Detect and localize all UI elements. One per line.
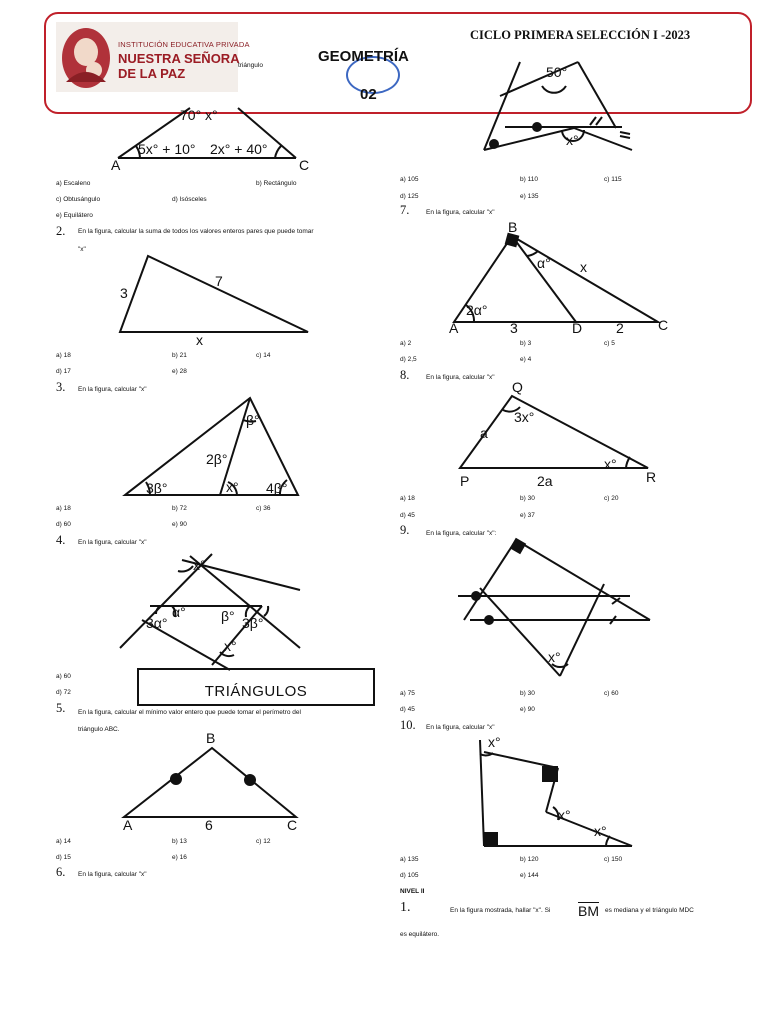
q8-number: 8. [400,368,410,382]
q7-label-C: C [658,317,669,333]
q7-option-e: e) 4 [520,356,532,363]
q9-dot-2 [484,615,494,625]
q1-label-left: 5x° + 10° [138,141,196,157]
q2-option-e: e) 28 [172,368,187,375]
q6-number: 6. [56,865,66,879]
q3-label-4beta: 4β° [266,480,288,496]
q10-right-angle-2 [484,832,498,846]
q8-label-a: a [480,425,488,441]
q7-number: 7. [400,203,410,217]
logo-school-name-2: DE LA PAZ [118,66,186,81]
q2-text-line2: "x" [78,246,86,253]
q8-option-a: a) 18 [400,495,415,502]
q9-option-b: b) 30 [520,690,535,697]
q1-option-e: e) Equilátero [56,212,93,219]
q2-label-7: 7 [215,273,223,289]
q10-right-angle-1 [542,766,558,782]
q3-option-d: d) 60 [56,521,71,528]
q8-label-P: P [460,473,470,489]
q4-text: En la figura, calcular "x" [78,539,147,546]
q7-text: En la figura, calcular "x" [426,209,495,216]
q4-label-x-bottom: x° [224,638,237,654]
q6-option-e: e) 135 [520,193,539,200]
q6-option-a: a) 105 [400,176,419,183]
q8-option-c: c) 20 [604,495,619,502]
q2-option-d: d) 17 [56,368,71,375]
q7-option-b: b) 3 [520,340,532,347]
q2-option-a: a) 18 [56,352,71,359]
q8-label-x: x° [604,456,617,472]
q4-option-a: a) 60 [56,673,71,680]
q10-option-d: d) 105 [400,872,419,879]
q5-label-B: B [206,730,216,746]
q5-option-a: a) 14 [56,838,71,845]
q7-option-c: c) 5 [604,340,615,347]
q5-option-e: e) 16 [172,854,187,861]
q7-label-A: A [449,320,459,336]
logo-school-name-1: NUESTRA SEÑORA [118,51,240,66]
q8-label-2a: 2a [537,473,553,489]
q9-label-x: x° [548,649,561,665]
q10-label-x-bottom: x° [594,823,607,839]
q10-option-b: b) 120 [520,856,539,863]
q10-option-c: c) 150 [604,856,623,863]
q5-option-b: b) 13 [172,838,187,845]
q8-option-b: b) 30 [520,495,535,502]
q8-label-Q: Q [512,379,523,395]
q10-figure [480,740,632,846]
q8-option-d: d) 45 [400,512,415,519]
q1-label-top: 70° x° [180,107,218,123]
q9-dot-1 [471,591,481,601]
q3-label-2beta: 2β° [206,451,228,467]
q4-label-alpha: α° [172,604,186,620]
q6-option-d: d) 125 [400,193,419,200]
q2-option-b: b) 21 [172,352,187,359]
q9-option-a: a) 75 [400,690,415,697]
q9-option-c: c) 60 [604,690,619,697]
cut-text: triángulo [238,62,263,69]
q3-option-e: e) 90 [172,521,187,528]
q3-label-beta: β° [246,412,260,428]
n1-text-line3: es equilátero. [400,931,440,938]
q1-label-A: A [111,157,121,173]
q2-label-x: x [196,332,203,348]
q3-label-x: x° [226,479,239,495]
q7-option-d: d) 2,5 [400,356,417,363]
q9-option-d: d) 45 [400,706,415,713]
q5-option-c: c) 12 [256,838,271,845]
q10-label-x-mid: x° [558,807,571,823]
q10-label-x-top: x° [488,734,501,750]
q8-label-3x: 3x° [514,409,535,425]
q1-label-right: 2x° + 40° [210,141,268,157]
q8-label-R: R [646,469,657,485]
q1-option-b: b) Rectángulo [256,180,297,187]
q6-option-c: c) 115 [604,176,622,183]
q6-dot-2 [489,139,499,149]
q3-option-c: c) 36 [256,505,271,512]
q7-label-2: 2 [616,320,624,336]
q3-label-3beta: 3β° [146,480,168,496]
q6-label-x: x° [566,132,579,148]
q4-figure [120,554,300,670]
q4-option-d: d) 72 [56,689,71,696]
q1-option-c: c) Obtusángulo [56,196,101,203]
q5-dot-right [244,774,256,786]
sheet-number: 02 [360,86,377,103]
n1-number: 1. [400,900,411,915]
q9-option-e: e) 90 [520,706,535,713]
q4-label-beta: β° [221,608,235,624]
q4-label-x-top: x° [193,557,206,573]
q3-option-a: a) 18 [56,505,71,512]
q10-number: 10. [400,718,416,732]
q7-label-2alpha: 2α° [466,302,488,318]
n1-bm-overline: BM [578,903,599,919]
n1-text-line2: es mediana y el triángulo MDC [605,907,694,914]
q7-label-B: B [508,219,518,235]
q1-label-C: C [299,157,310,173]
q6-text: En la figura, calcular "x" [78,871,147,878]
q3-option-b: b) 72 [172,505,187,512]
q5-label-A: A [123,817,133,833]
q10-option-e: e) 144 [520,872,539,879]
q5-text-line1: En la figura, calcular el mínimo valor entero que puede tomar el perímetro del [78,709,301,716]
q1-option-a: a) Escaleno [56,180,91,187]
q2-number: 2. [56,224,66,238]
level-heading: NIVEL II [400,888,425,895]
q3-text: En la figura, calcular "x" [78,386,147,393]
q2-option-c: c) 14 [256,352,271,359]
q6-label-50: 50° [546,64,568,80]
q3-number: 3. [56,380,66,394]
q5-text-line2: triángulo ABC. [78,726,120,733]
q4-label-3beta: 3β° [242,615,264,631]
q7-label-alpha: α° [537,255,551,271]
q8-figure [460,396,648,468]
q5-option-d: d) 15 [56,854,71,861]
logo-institution-label: INSTITUCIÓN EDUCATIVA PRIVADA [118,40,250,49]
q7-option-a: a) 2 [400,340,412,347]
q7-label-D: D [572,320,583,336]
cycle-label: CICLO PRIMERA SELECCIÓN I -2023 [470,28,691,42]
q7-label-x: x [580,259,587,275]
q5-label-C: C [287,817,298,833]
q8-text: En la figura, calcular "x" [426,374,495,381]
q9-text: En la figura, calcular "x": [426,530,497,537]
q5-dot-left [170,773,182,785]
q9-right-angle [510,538,526,554]
q10-text: En la figura, calcular "x" [426,724,495,731]
q7-label-3: 3 [510,320,518,336]
q4-label-3alpha: 3α° [146,615,168,631]
q4-number: 4. [56,533,66,547]
page-title: TRIÁNGULOS [204,683,308,700]
n1-text-line1: En la figura mostrada, hallar "x". Si [450,907,551,914]
subject-title: GEOMETRÍA [318,48,409,65]
q2-figure [120,256,308,332]
q5-label-6: 6 [205,817,213,833]
q5-figure [124,748,296,817]
q9-number: 9. [400,523,410,537]
q2-text-line1: En la figura, calcular la suma de todos los valores enteros pares que puede tomar [78,228,314,235]
q2-label-3: 3 [120,285,128,301]
q6-dot-1 [532,122,542,132]
q6-option-b: b) 110 [520,176,538,183]
q10-option-a: a) 135 [400,856,419,863]
q1-option-d: d) Isósceles [172,196,207,203]
q8-option-e: e) 37 [520,512,535,519]
q5-number: 5. [56,701,66,715]
